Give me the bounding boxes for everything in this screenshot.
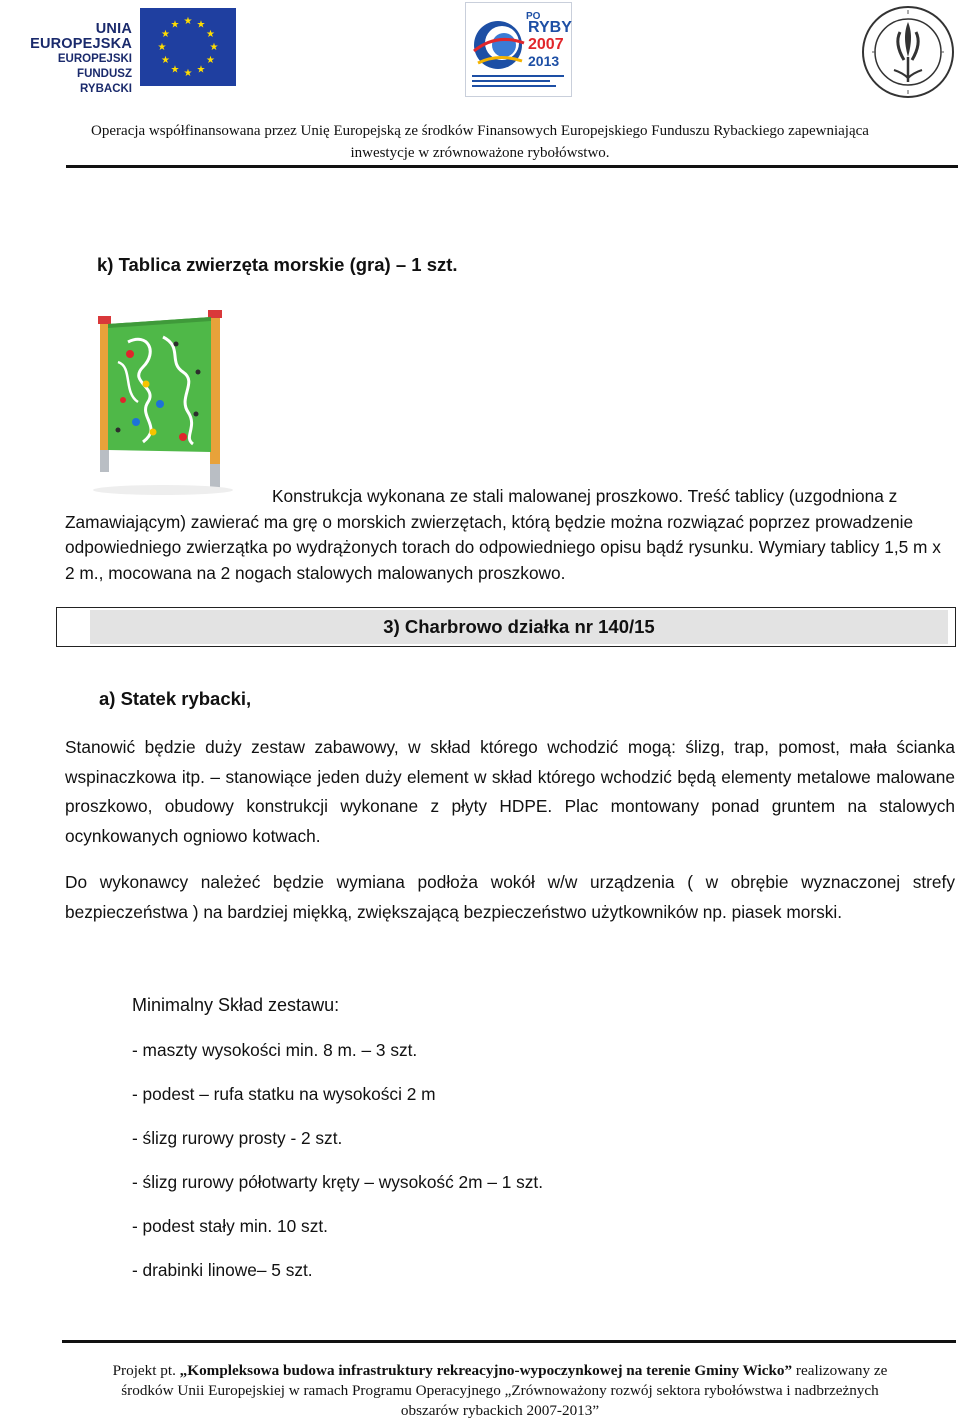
eu-line3: FUNDUSZ <box>77 68 132 80</box>
pory-po: PO <box>526 11 541 22</box>
svg-text:★: ★ <box>157 42 167 53</box>
svg-text:★: ★ <box>170 19 180 31</box>
eu-line2: EUROPEJSKI <box>57 53 132 65</box>
list-item: - podest stały min. 10 szt. <box>132 1216 328 1236</box>
section-a-heading: a) Statek rybacki, <box>99 688 252 709</box>
eu-line1: UNIA EUROPEJSKA <box>30 21 132 52</box>
section-k-heading: k) Tablica zwierzęta morskie (gra) – 1 szt. <box>97 254 458 275</box>
pory-2007-2013-logo <box>465 2 572 97</box>
eu-logo-text <box>6 22 132 97</box>
header-divider <box>66 165 958 168</box>
svg-text:★: ★ <box>196 64 206 76</box>
minimal-set-title: Minimalny Skład zestawu: <box>132 995 340 1015</box>
svg-text:★: ★ <box>183 16 193 27</box>
eu-flag-icon <box>140 8 236 86</box>
pory-ryby: RYBY <box>528 19 572 36</box>
list-item: - ślizg rurowy prosty - 2 szt. <box>132 1128 343 1148</box>
svg-text:★: ★ <box>206 55 215 66</box>
footer-line2: środków Unii Europejskiej w ramach Programu Operacyjnego „Zrównoważony rozwój sektora rybołówstwa i nadbrzeżnych <box>121 1382 879 1399</box>
svg-text:★: ★ <box>170 64 180 76</box>
footer-line3: obszarów rybackich 2007-2013” <box>400 1402 600 1419</box>
pory-year-start: 2007 <box>528 36 564 53</box>
svg-text:★: ★ <box>209 42 219 53</box>
list-item: - podest – rufa statku na wysokości 2 m <box>132 1084 436 1104</box>
header-caption-line1: Operacja współfinansowana przez Unię Europejską ze środków Finansowych Europejskiego Funduszu Rybackiego zapewniająca <box>91 123 869 139</box>
footer-line1 <box>40 1361 960 1381</box>
header-caption-line2: inwestycje w zrównoważone rybołówstwo. <box>350 145 610 161</box>
list-item: - ślizg rurowy półotwarty kręty – wysokość 2m – 1 szt. <box>132 1172 544 1192</box>
list-item: - drabinki linowe– 5 szt. <box>132 1260 313 1280</box>
footer-suffix: realizowany ze <box>792 1362 888 1379</box>
svg-text:★: ★ <box>183 68 193 79</box>
ministry-agriculture-seal-icon <box>860 2 956 102</box>
section-a-paragraph-2: Do wykonawcy należeć będzie wymiana podłoża wokół w/w urządzenia ( w obrębie wyznaczonej strefy bezpieczeństwa ) na bardziej miękką, zwiększającą bezpieczeństwo użytkowników np. piasek morski. <box>65 872 955 922</box>
footer-caption <box>40 1361 960 1421</box>
section-a-paragraph-1: Stanowić będzie duży zestaw zabawowy, w skład którego wchodzić mogą: ślizg, trap, pomost, mała ścianka wspinaczkowa itp. – stanowiące jeden duży element w skład którego wchodzić będą elementy metalowe malowane proszkowo, obudowy konstrukcji wykonane z płyty HDPE. Plac montowany ponad gruntem na stalowych ocynkowanych ogniowo kotwach. <box>65 737 955 846</box>
footer-prefix: Projekt pt. <box>112 1362 180 1379</box>
pory-year-end: 2013 <box>528 53 560 69</box>
header-caption <box>40 120 920 164</box>
section-k-description-text: Konstrukcja wykonana ze stali malowanej proszkowo. Treść tablicy (uzgodniona z Zamawiającym) zawierać ma grę o morskich zwierzętach, którą będzie można rozwiązać poprzez prowadzenie odpowiedniego zwierzątka po wydrążonych torach do odpowiedniego opisu bądź rysunku. Wymiary tablicy 1,5 m x 2 m., mocowana na 2 nogach stalowych malowanych proszkowo. <box>65 486 941 583</box>
svg-text:★: ★ <box>161 55 170 66</box>
footer-project-title: „Kompleksowa budowa infrastruktury rekreacyjno-wypoczynkowej na terenie Gminy Wicko” <box>179 1362 793 1379</box>
eu-line4: RYBACKI <box>80 83 132 95</box>
sea-animals-game-board-image <box>88 302 268 502</box>
footer-divider <box>62 1340 956 1343</box>
section-k-description <box>65 484 955 586</box>
svg-text:★: ★ <box>206 29 215 40</box>
svg-text:★: ★ <box>161 29 170 40</box>
svg-text:★: ★ <box>196 19 206 31</box>
list-item: - maszty wysokości min. 8 m. – 3 szt. <box>132 1040 418 1060</box>
location-title: 3) Charbrowo działka nr 140/15 <box>383 616 655 637</box>
